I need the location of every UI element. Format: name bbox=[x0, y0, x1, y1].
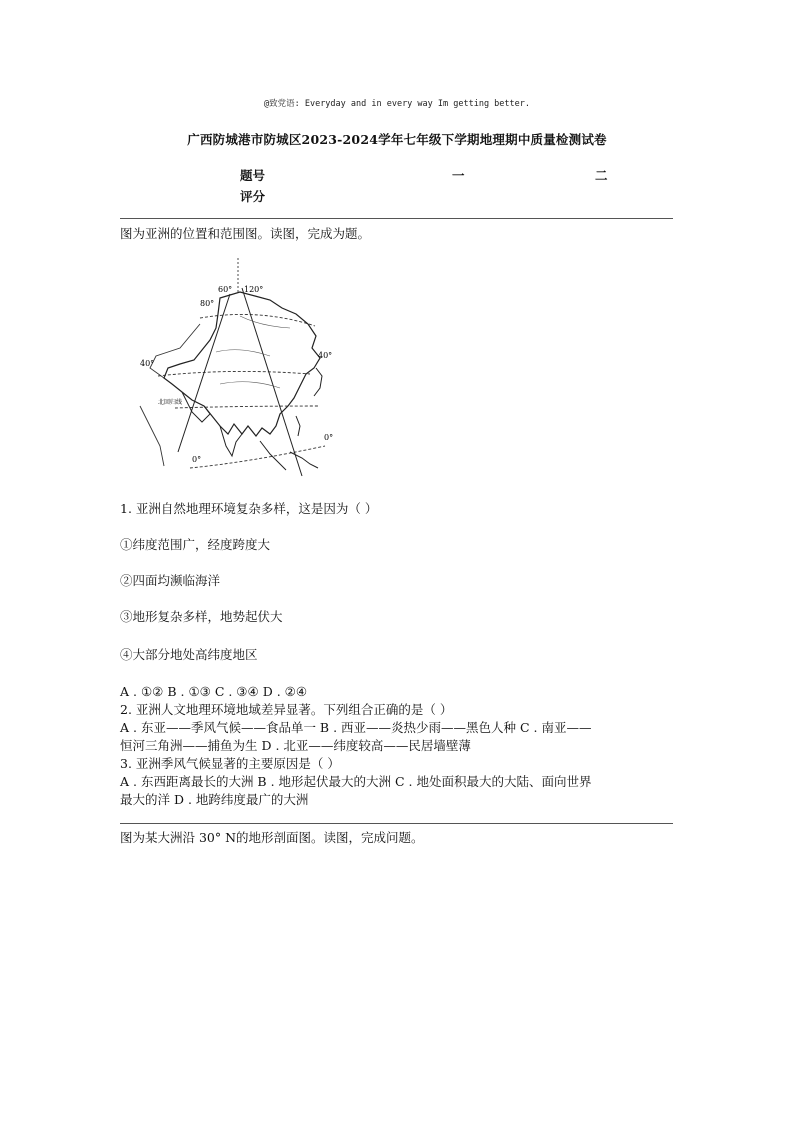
label-lat0-east: 0° bbox=[324, 433, 334, 442]
page-title: 广西防城港市防城区2023-2024学年七年级下学期地理期中质量检测试卷 bbox=[187, 132, 607, 147]
q1-option-4: ④大部分地处高纬度地区 bbox=[120, 647, 258, 662]
label-lat40-west: 40° bbox=[140, 359, 155, 368]
score-table-header-label: 题号 bbox=[240, 168, 266, 183]
q2-stem: 2. 亚洲人文地理环境地域差异显著。下列组合正确的是（ ） bbox=[120, 702, 453, 717]
label-tropic: 北回归线 bbox=[158, 399, 183, 406]
score-table-col-1: 一 bbox=[452, 168, 465, 183]
label-lat80: 80° bbox=[200, 299, 215, 308]
asia-map-figure bbox=[120, 256, 342, 481]
score-table-col-2: 二 bbox=[595, 168, 608, 183]
q3-choices-line2: 最大的洋 D . 地跨纬度最广的大洲 bbox=[120, 792, 309, 807]
q2-choices-line2: 恒河三角洲——捕鱼为生 D . 北亚——纬度较高——民居墙壁薄 bbox=[120, 738, 471, 753]
asia-map-svg bbox=[120, 256, 342, 481]
label-lon60: 60° bbox=[218, 285, 233, 294]
q1-option-2: ②四面均濒临海洋 bbox=[120, 573, 221, 588]
label-lon120: 120° bbox=[244, 285, 264, 294]
q3-stem: 3. 亚洲季风气候显著的主要原因是（ ） bbox=[120, 756, 340, 771]
motto-line: @致党语: Everyday and in every way Im getting better. bbox=[263, 99, 531, 109]
section2-intro: 图为某大洲沿 30° N的地形剖面图。读图，完成问题。 bbox=[120, 830, 424, 845]
q2-choices-line1: A . 东亚——季风气候——食品单一 B . 西亚——炎热少雨——黑色人种 C . 南亚—— bbox=[120, 720, 592, 735]
q1-option-1: ①纬度范围广，经度跨度大 bbox=[120, 537, 271, 552]
q3-choices-line1: A . 东西距离最长的大洲 B . 地形起伏最大的大洲 C . 地处面积最大的大陆、面向世界 bbox=[120, 774, 592, 789]
q1-choices: A . ①② B . ①③ C . ③④ D . ②④ bbox=[120, 684, 308, 699]
label-lat0: 0° bbox=[192, 455, 202, 464]
score-table-score-label: 评分 bbox=[240, 189, 266, 204]
section-divider bbox=[120, 218, 673, 219]
q1-option-3: ③地形复杂多样，地势起伏大 bbox=[120, 609, 283, 624]
section-divider-2 bbox=[120, 823, 673, 824]
section1-intro: 图为亚洲的位置和范围图。读图，完成为题。 bbox=[120, 226, 371, 241]
label-lat40-east: 40° bbox=[318, 351, 333, 360]
q1-stem: 1. 亚洲自然地理环境复杂多样，这是因为（ ） bbox=[120, 501, 378, 516]
